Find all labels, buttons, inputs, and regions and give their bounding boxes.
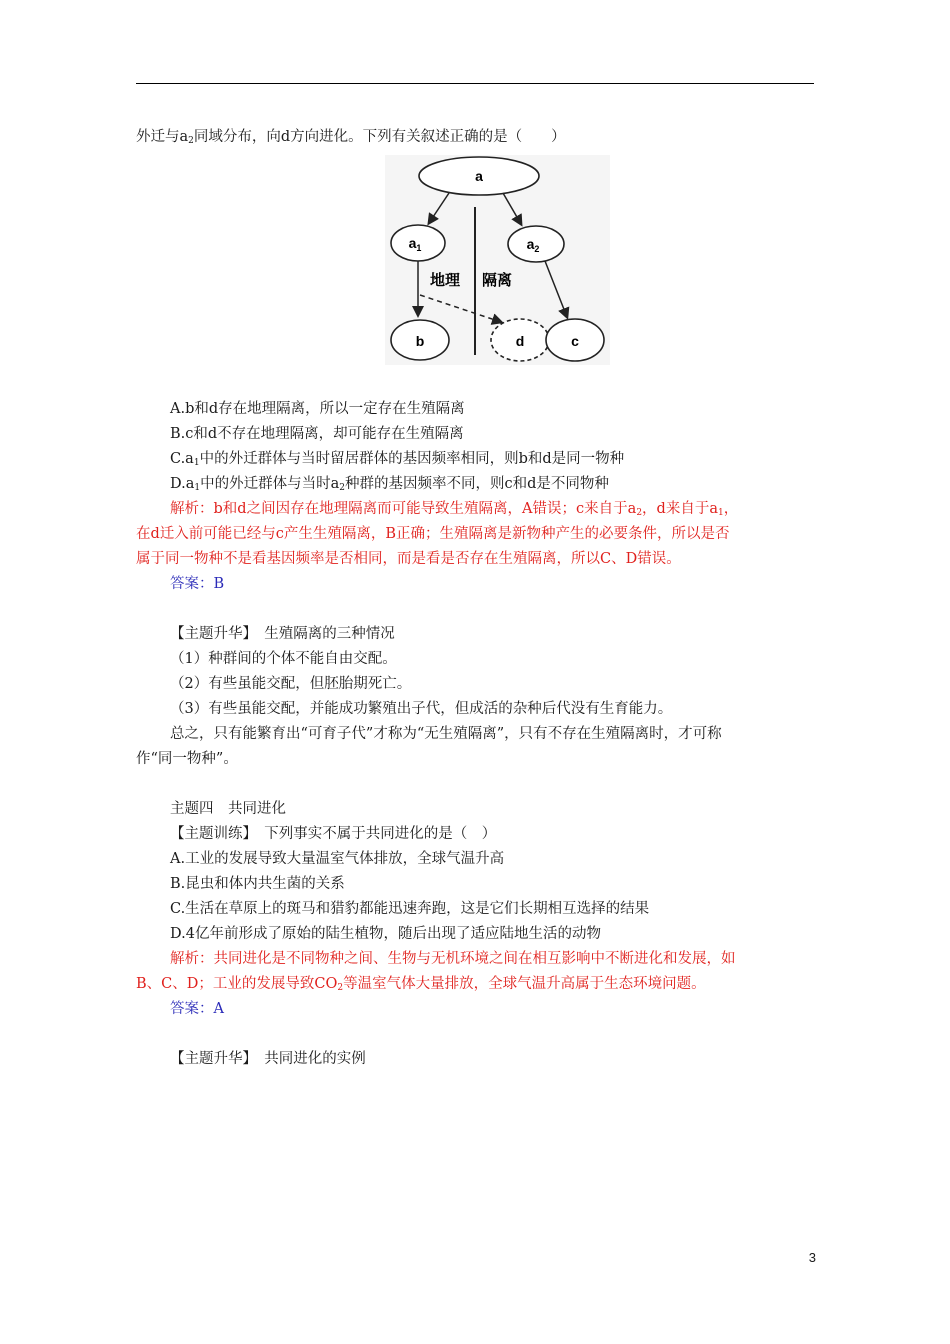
q1-analysis-sub2: 1 bbox=[717, 508, 724, 518]
q1-option-d-mid: 中的外迁群体与当时a bbox=[200, 476, 340, 492]
q1-option-c bbox=[170, 449, 624, 469]
q1-analysis-line3: 属于同一物种不是看基因频率是否相同，而是看是否存在生殖隔离，所以C、D错误。 bbox=[136, 551, 681, 567]
topic4-option-b: B.昆虫和体内共生菌的关系 bbox=[170, 876, 345, 892]
q1-option-d-sub1: 1 bbox=[194, 483, 201, 493]
q1-answer: 答案：B bbox=[170, 576, 225, 592]
topic4-upgrade-heading: 【主题升华】 共同进化的实例 bbox=[170, 1051, 366, 1067]
topic4-analysis-line2 bbox=[136, 974, 706, 994]
topic4-option-c: C.生活在草原上的斑马和猎豹都能迅速奔跑，这是它们长期相互选择的结果 bbox=[170, 901, 650, 917]
upgrade1-heading: 【主题升华】 生殖隔离的三种情况 bbox=[170, 626, 395, 642]
upgrade1-summary-line1: 总之，只有能繁育出“可育子代”才称为“无生殖隔离”，只有不存在生殖隔离时，才可称 bbox=[170, 726, 722, 742]
page-number: 3 bbox=[808, 1250, 816, 1265]
topic4-option-d: D.4亿年前形成了原始的陆生植物，随后出现了适应陆地生活的动物 bbox=[170, 926, 601, 942]
topic4-analysis-sub: 2 bbox=[337, 983, 344, 993]
topic4-analysis-post: 等温室气体大量排放，全球气温升高属于生态环境问题。 bbox=[343, 976, 706, 992]
q1-option-c-sub: 1 bbox=[193, 458, 200, 468]
q1-option-d-post: 种群的基因频率不同，则c和d是不同物种 bbox=[345, 476, 609, 492]
node-a1-label: $a_1$ bbox=[408, 235, 422, 253]
node-c-label: c bbox=[571, 333, 579, 349]
q1-analysis-line2: 在d迁入前可能已经与c产生生殖隔离，B正确；生殖隔离是新物种产生的必要条件，所以是否 bbox=[136, 526, 730, 542]
upgrade1-summary-line2: 作“同一物种”。 bbox=[136, 751, 238, 767]
node-d-label: d bbox=[515, 333, 525, 349]
upgrade1-item1: （1）种群间的个体不能自由交配。 bbox=[170, 651, 397, 667]
node-a-label: a bbox=[475, 168, 483, 184]
intro-sub: 2 bbox=[188, 136, 194, 146]
topic4-analysis-line1: 解析：共同进化是不同物种之间、生物与无机环境之间在相互影响中不断进化和发展，如 bbox=[170, 951, 736, 967]
topic4-title: 主题四 共同进化 bbox=[170, 801, 286, 817]
topic4-option-a: A.工业的发展导致大量温室气体排放，全球气温升高 bbox=[170, 851, 505, 867]
q1-analysis-post: ， bbox=[723, 501, 739, 517]
upgrade1-item3: （3）有些虽能交配，并能成功繁殖出子代，但成活的杂种后代没有生育能力。 bbox=[170, 701, 673, 717]
q1-option-d-sub2: 2 bbox=[339, 483, 345, 493]
q1-option-b: B.c和d不存在地理隔离，却可能存在生殖隔离 bbox=[170, 426, 464, 442]
q1-analysis-line1 bbox=[170, 499, 738, 519]
intro-post: 同域分布，向d方向进化。下列有关叙述正确的是（ ） bbox=[193, 129, 566, 145]
header-rule bbox=[136, 83, 814, 84]
q1-option-a: A.b和d存在地理隔离，所以一定存在生殖隔离 bbox=[170, 401, 465, 417]
upgrade1-item2: （2）有些虽能交配，但胚胎期死亡。 bbox=[170, 676, 412, 692]
node-b-label: b bbox=[415, 333, 425, 349]
q1-analysis-sub1: 2 bbox=[636, 508, 643, 518]
q1-analysis-pre: 解析：b和d之间因存在地理隔离而可能导致生殖隔离，A错误；c来自于a bbox=[170, 501, 637, 517]
isolation-diagram bbox=[385, 155, 610, 365]
q1-option-d bbox=[170, 474, 609, 494]
intro-line bbox=[136, 127, 566, 147]
intro-pre: 外迁与a bbox=[136, 129, 189, 145]
q1-option-c-post: 中的外迁群体与当时留居群体的基因频率相同，则b和d是同一物种 bbox=[199, 451, 625, 467]
topic4-answer: 答案：A bbox=[170, 1001, 224, 1017]
label-geography: 地理 bbox=[430, 271, 461, 289]
q1-analysis-mid: ，d来自于a bbox=[642, 501, 718, 517]
q1-option-c-pre: C.a bbox=[170, 451, 194, 467]
label-isolation: 隔离 bbox=[482, 271, 513, 289]
topic4-analysis-pre: B、C、D；工业的发展导致CO bbox=[136, 976, 338, 992]
topic4-question: 【主题训练】 下列事实不属于共同进化的是（ ） bbox=[170, 826, 497, 842]
q1-option-d-pre: D.a bbox=[170, 476, 195, 492]
node-a2-label: $a_2$ bbox=[526, 236, 540, 254]
